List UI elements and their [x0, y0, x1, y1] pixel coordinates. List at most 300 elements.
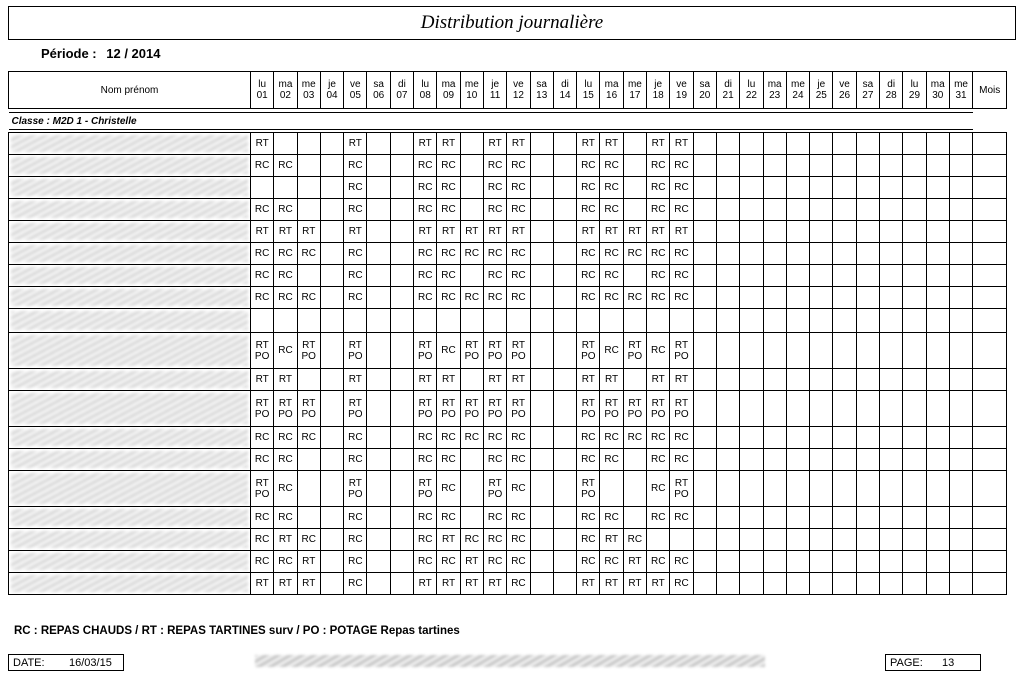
- meal-code: RC: [581, 160, 596, 171]
- meal-cell-14: [553, 449, 576, 471]
- meal-cell-08: [414, 287, 437, 309]
- meal-cell-15: [577, 155, 600, 177]
- meal-cell-28: [880, 471, 903, 507]
- meal-code: PO: [301, 350, 316, 362]
- student-name-redacted: [9, 221, 251, 243]
- meal-cell-18: [647, 333, 670, 369]
- meal-cell-25: [810, 221, 833, 243]
- day-header-11: [483, 72, 506, 109]
- meal-cell-06: [367, 427, 390, 449]
- meal-cell-23: [763, 471, 786, 507]
- meal-cell-01: [251, 287, 274, 309]
- meal-cell-06: [367, 449, 390, 471]
- meal-cell-17: [623, 529, 646, 551]
- meal-code: RT: [581, 374, 595, 385]
- meal-cell-25: [810, 551, 833, 573]
- meal-cell-25: [810, 309, 833, 333]
- meal-code: RT: [605, 226, 619, 237]
- meal-cell-19: [670, 177, 693, 199]
- meal-cell-13: [530, 133, 553, 155]
- meal-code: RC: [278, 160, 293, 171]
- meal-code: RC: [627, 292, 643, 303]
- meal-code: RC: [581, 182, 596, 193]
- meal-cell-14: [553, 265, 576, 287]
- meal-code: RT: [278, 397, 293, 409]
- student-row: [9, 155, 1007, 177]
- meal-cell-13: [530, 333, 553, 369]
- date-value: 16/03/15: [69, 656, 112, 669]
- meal-cell-01: [251, 243, 274, 265]
- meal-cell-20: [693, 199, 716, 221]
- meal-cell-26: [833, 507, 856, 529]
- day-name: ma: [278, 79, 293, 90]
- meal-cell-23: [763, 551, 786, 573]
- meal-code: PO: [348, 488, 363, 500]
- meal-cell-18: [647, 507, 670, 529]
- meal-cell-03: [297, 287, 320, 309]
- meal-cell-26: [833, 155, 856, 177]
- meal-cell-31: [949, 287, 972, 309]
- meal-code: RC: [348, 182, 363, 193]
- meal-cell-12: [507, 287, 530, 309]
- meal-cell-28: [880, 243, 903, 265]
- meal-cell-23: [763, 449, 786, 471]
- meal-code: RC: [581, 432, 596, 443]
- meal-cell-27: [856, 221, 879, 243]
- page-label: PAGE:: [890, 656, 923, 669]
- meal-code: RC: [301, 248, 316, 259]
- meal-cell-02: [274, 427, 297, 449]
- meal-cell-17: [623, 449, 646, 471]
- meal-code: RT: [348, 374, 362, 385]
- day-number: 15: [582, 90, 594, 101]
- meal-code: RT: [628, 397, 642, 409]
- day-header-07: [390, 72, 413, 109]
- meal-cell-23: [763, 309, 786, 333]
- meal-cell-12: [507, 221, 530, 243]
- meal-cell-12: [507, 449, 530, 471]
- day-number: 11: [489, 90, 501, 101]
- meal-code: RC: [441, 345, 456, 356]
- meal-cell-25: [810, 573, 833, 595]
- meal-cell-31: [949, 573, 972, 595]
- meal-code: RC: [464, 432, 480, 443]
- meal-cell-25: [810, 427, 833, 449]
- meal-code: RC: [650, 270, 666, 281]
- day-number: 19: [675, 90, 688, 101]
- day-header-29: [903, 72, 926, 109]
- meal-code: RC: [650, 556, 666, 567]
- meal-cell-07: [390, 287, 413, 309]
- meal-cell-22: [740, 369, 763, 391]
- meal-cell-20: [693, 573, 716, 595]
- meal-cell-18: [647, 471, 670, 507]
- meal-cell-05: [344, 133, 367, 155]
- meal-code: RT: [348, 138, 362, 149]
- meal-cell-30: [926, 199, 949, 221]
- periode: [41, 46, 166, 61]
- meal-code: PO: [418, 408, 433, 420]
- redaction-blur: [11, 531, 248, 548]
- meal-code: RT: [465, 226, 479, 237]
- meal-cell-24: [786, 155, 809, 177]
- day-header-23: [763, 72, 786, 109]
- meal-cell-06: [367, 243, 390, 265]
- meal-cell-14: [553, 507, 576, 529]
- meal-code: RT: [581, 397, 595, 409]
- meal-cell-14: [553, 471, 576, 507]
- redaction-blur: [11, 335, 248, 366]
- meal-code: RT: [511, 226, 525, 237]
- meal-cell-06: [367, 471, 390, 507]
- meal-cell-17: [623, 243, 646, 265]
- meal-cell-31: [949, 155, 972, 177]
- meal-cell-04: [320, 133, 343, 155]
- meal-cell-07: [390, 221, 413, 243]
- meal-code: RC: [254, 292, 270, 303]
- day-number: 20: [699, 90, 711, 101]
- meal-cell-18: [647, 155, 670, 177]
- meal-cell-01: [251, 507, 274, 529]
- meal-cell-05: [344, 221, 367, 243]
- meal-cell-11: [483, 507, 506, 529]
- meal-cell-14: [553, 177, 576, 199]
- meal-cell-11: [483, 265, 506, 287]
- meal-cell-10: [460, 471, 483, 507]
- meal-cell-02: [274, 177, 297, 199]
- meal-cell-20: [693, 133, 716, 155]
- mois-cell: [973, 529, 1007, 551]
- meal-cell-10: [460, 507, 483, 529]
- meal-cell-23: [763, 265, 786, 287]
- day-name: lu: [258, 79, 267, 90]
- meal-cell-11: [483, 471, 506, 507]
- meal-code: RC: [348, 534, 363, 545]
- meal-cell-11: [483, 199, 506, 221]
- meal-cell-17: [623, 573, 646, 595]
- meal-cell-24: [786, 449, 809, 471]
- meal-code: RC: [278, 512, 293, 523]
- day-name: di: [561, 79, 569, 90]
- meal-cell-11: [483, 369, 506, 391]
- meal-cell-21: [716, 449, 739, 471]
- meal-code: RC: [418, 292, 433, 303]
- meal-cell-19: [670, 507, 693, 529]
- meal-cell-05: [344, 573, 367, 595]
- meal-cell-07: [390, 199, 413, 221]
- meal-cell-14: [553, 333, 576, 369]
- student-row: [9, 221, 1007, 243]
- meal-cell-30: [926, 265, 949, 287]
- meal-cell-27: [856, 449, 879, 471]
- meal-cell-08: [414, 333, 437, 369]
- meal-cell-12: [507, 369, 530, 391]
- meal-cell-06: [367, 155, 390, 177]
- day-header-14: [553, 72, 576, 109]
- meal-code: RT: [605, 578, 619, 589]
- meal-cell-16: [600, 471, 623, 507]
- meal-cell-15: [577, 333, 600, 369]
- meal-cell-07: [390, 573, 413, 595]
- meal-cell-14: [553, 529, 576, 551]
- mois-cell: [973, 551, 1007, 573]
- meal-code: RT: [348, 339, 362, 351]
- meal-cell-18: [647, 529, 670, 551]
- meal-code: RC: [511, 454, 526, 465]
- meal-cell-15: [577, 529, 600, 551]
- meal-cell-09: [437, 391, 460, 427]
- meal-cell-19: [670, 551, 693, 573]
- meal-cell-02: [274, 333, 297, 369]
- meal-code: RC: [604, 512, 619, 523]
- day-header-18: [647, 72, 670, 109]
- meal-code: RC: [511, 182, 526, 193]
- meal-code: RT: [605, 397, 619, 409]
- meal-cell-04: [320, 177, 343, 199]
- meal-cell-16: [600, 155, 623, 177]
- meal-cell-24: [786, 369, 809, 391]
- meal-code: RC: [581, 512, 596, 523]
- day-header-05: [344, 72, 367, 109]
- student-name-redacted: [9, 551, 251, 573]
- meal-cell-18: [647, 309, 670, 333]
- meal-code: RC: [418, 454, 433, 465]
- meal-code: RC: [278, 248, 293, 259]
- meal-cell-13: [530, 155, 553, 177]
- meal-cell-05: [344, 471, 367, 507]
- meal-cell-16: [600, 391, 623, 427]
- meal-cell-12: [507, 333, 530, 369]
- meal-cell-09: [437, 287, 460, 309]
- meal-cell-12: [507, 573, 530, 595]
- meal-code: RT: [628, 578, 642, 589]
- meal-code: RT: [488, 477, 502, 489]
- meal-cell-08: [414, 449, 437, 471]
- meal-cell-01: [251, 265, 274, 287]
- meal-cell-24: [786, 391, 809, 427]
- meal-cell-11: [483, 333, 506, 369]
- meal-cell-22: [740, 221, 763, 243]
- meal-cell-07: [390, 243, 413, 265]
- meal-cell-30: [926, 551, 949, 573]
- meal-cell-26: [833, 369, 856, 391]
- meal-cell-21: [716, 309, 739, 333]
- meal-cell-16: [600, 265, 623, 287]
- meal-code: PO: [674, 488, 689, 500]
- meal-code: RC: [441, 160, 456, 171]
- distribution-table: [8, 71, 1007, 595]
- meal-code: RT: [651, 226, 665, 237]
- mois-cell: [973, 309, 1007, 333]
- meal-cell-14: [553, 199, 576, 221]
- meal-code: RC: [511, 578, 526, 589]
- day-number: 06: [373, 90, 385, 101]
- meal-cell-22: [740, 265, 763, 287]
- meal-code: RC: [418, 432, 433, 443]
- meal-cell-24: [786, 507, 809, 529]
- meal-cell-25: [810, 287, 833, 309]
- meal-code: RT: [581, 138, 595, 149]
- meal-cell-04: [320, 449, 343, 471]
- meal-cell-21: [716, 155, 739, 177]
- meal-code: RC: [278, 292, 293, 303]
- meal-cell-24: [786, 309, 809, 333]
- meal-cell-05: [344, 369, 367, 391]
- legend: RC : REPAS CHAUDS / RT : REPAS TARTINES surv / PO : POTAGE Repas tartines: [14, 625, 460, 637]
- meal-code: RC: [511, 204, 526, 215]
- meal-code: RC: [418, 204, 433, 215]
- meal-code: RC: [650, 160, 666, 171]
- meal-cell-12: [507, 177, 530, 199]
- meal-cell-22: [740, 199, 763, 221]
- meal-cell-21: [716, 221, 739, 243]
- meal-code: RT: [418, 397, 432, 409]
- meal-cell-30: [926, 369, 949, 391]
- meal-cell-22: [740, 333, 763, 369]
- day-header-19: [670, 72, 693, 109]
- meal-cell-26: [833, 265, 856, 287]
- meal-cell-10: [460, 287, 483, 309]
- meal-cell-06: [367, 177, 390, 199]
- meal-cell-17: [623, 551, 646, 573]
- mois-header: Mois: [973, 72, 1007, 109]
- day-name: me: [627, 79, 642, 90]
- student-row: [9, 265, 1007, 287]
- day-number: 21: [722, 90, 734, 101]
- student-row: [9, 309, 1007, 333]
- meal-code: PO: [487, 408, 503, 420]
- meal-cell-30: [926, 309, 949, 333]
- meal-code: RT: [418, 374, 432, 385]
- meal-cell-12: [507, 551, 530, 573]
- student-name-redacted: [9, 573, 251, 595]
- meal-code: RT: [418, 578, 432, 589]
- meal-code: RC: [627, 534, 643, 545]
- meal-cell-28: [880, 427, 903, 449]
- meal-cell-20: [693, 333, 716, 369]
- meal-cell-29: [903, 449, 926, 471]
- meal-cell-29: [903, 243, 926, 265]
- meal-cell-15: [577, 199, 600, 221]
- meal-cell-09: [437, 471, 460, 507]
- meal-cell-17: [623, 133, 646, 155]
- student-row: [9, 449, 1007, 471]
- date-label: DATE:: [13, 656, 45, 669]
- meal-code: RC: [581, 248, 596, 259]
- meal-code: RC: [604, 270, 619, 281]
- student-row: [9, 471, 1007, 507]
- meal-cell-07: [390, 309, 413, 333]
- meal-cell-23: [763, 391, 786, 427]
- day-name: ma: [930, 79, 945, 90]
- day-header-25: [810, 72, 833, 109]
- student-row: [9, 133, 1007, 155]
- student-row: [9, 177, 1007, 199]
- meal-cell-05: [344, 309, 367, 333]
- meal-cell-08: [414, 573, 437, 595]
- meal-code: RC: [604, 345, 619, 356]
- meal-cell-14: [553, 155, 576, 177]
- meal-cell-19: [670, 333, 693, 369]
- meal-cell-02: [274, 243, 297, 265]
- meal-cell-10: [460, 133, 483, 155]
- meal-code: PO: [674, 408, 689, 420]
- meal-code: RC: [418, 182, 433, 193]
- day-number: 13: [536, 90, 548, 101]
- meal-cell-05: [344, 155, 367, 177]
- meal-cell-09: [437, 309, 460, 333]
- meal-code: RC: [674, 248, 689, 259]
- meal-code: RC: [674, 182, 689, 193]
- meal-cell-27: [856, 369, 879, 391]
- meal-code: RC: [348, 432, 363, 443]
- meal-cell-25: [810, 243, 833, 265]
- day-name: sa: [373, 79, 384, 90]
- meal-cell-31: [949, 309, 972, 333]
- meal-cell-25: [810, 265, 833, 287]
- meal-code: RC: [441, 432, 456, 443]
- meal-cell-16: [600, 573, 623, 595]
- day-name: ma: [604, 79, 619, 90]
- meal-cell-27: [856, 427, 879, 449]
- meal-cell-03: [297, 369, 320, 391]
- meal-cell-26: [833, 133, 856, 155]
- meal-cell-10: [460, 333, 483, 369]
- meal-cell-25: [810, 199, 833, 221]
- meal-code: RT: [278, 226, 293, 237]
- meal-code: RC: [604, 248, 619, 259]
- day-number: 12: [512, 90, 524, 101]
- meal-cell-01: [251, 309, 274, 333]
- meal-code: RT: [441, 534, 456, 545]
- meal-cell-24: [786, 199, 809, 221]
- meal-cell-08: [414, 551, 437, 573]
- meal-cell-31: [949, 133, 972, 155]
- meal-cell-04: [320, 265, 343, 287]
- meal-cell-09: [437, 221, 460, 243]
- meal-cell-31: [949, 471, 972, 507]
- meal-code: PO: [581, 408, 596, 420]
- meal-cell-18: [647, 199, 670, 221]
- meal-cell-09: [437, 529, 460, 551]
- meal-code: RT: [581, 477, 595, 489]
- meal-cell-29: [903, 287, 926, 309]
- meal-code: RC: [627, 432, 643, 443]
- meal-code: RC: [301, 432, 316, 443]
- periode-label: Période :: [41, 46, 97, 61]
- meal-cell-15: [577, 391, 600, 427]
- day-number: 02: [279, 90, 291, 101]
- meal-cell-24: [786, 177, 809, 199]
- meal-code: RC: [581, 454, 596, 465]
- meal-code: RT: [255, 374, 269, 385]
- day-name: ve: [513, 79, 524, 90]
- meal-code: RT: [581, 226, 595, 237]
- meal-cell-07: [390, 391, 413, 427]
- meal-code: RC: [348, 578, 363, 589]
- meal-cell-10: [460, 529, 483, 551]
- meal-cell-14: [553, 287, 576, 309]
- meal-cell-23: [763, 199, 786, 221]
- day-header-21: [716, 72, 739, 109]
- meal-code: RT: [488, 138, 502, 149]
- day-header-08: [414, 72, 437, 109]
- meal-cell-07: [390, 177, 413, 199]
- meal-cell-12: [507, 309, 530, 333]
- mois-cell: [973, 369, 1007, 391]
- meal-cell-15: [577, 221, 600, 243]
- meal-cell-10: [460, 309, 483, 333]
